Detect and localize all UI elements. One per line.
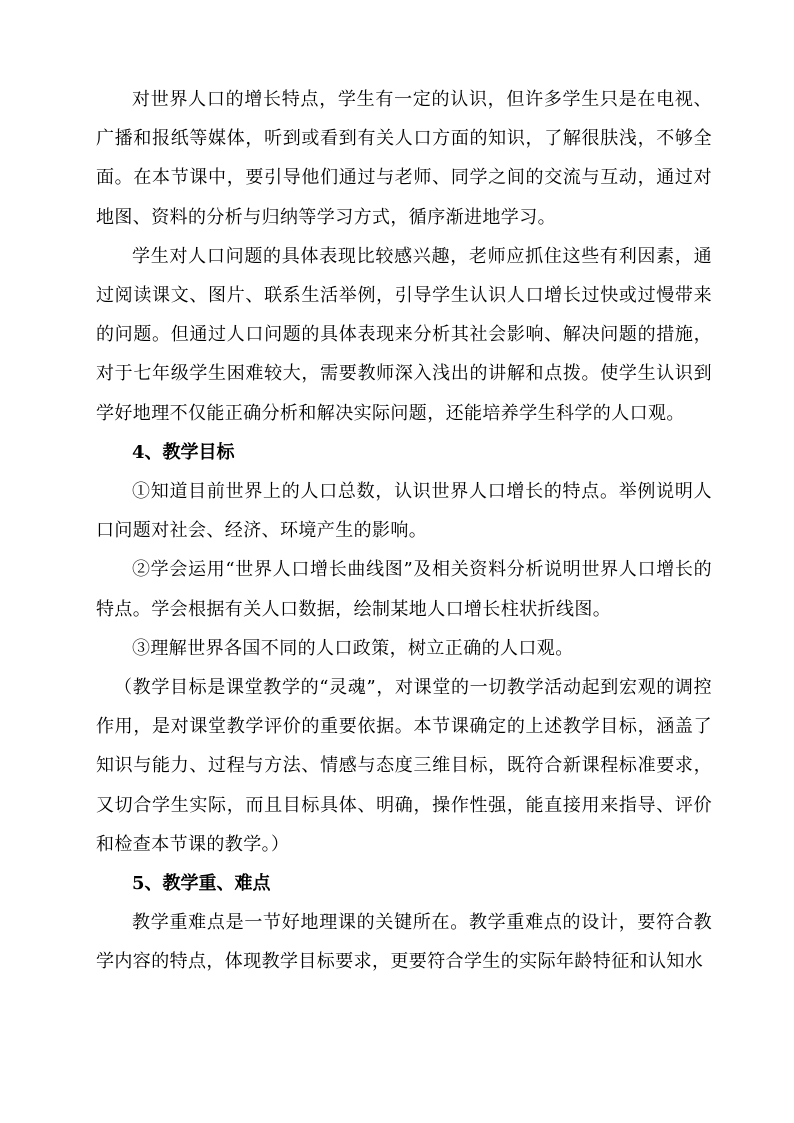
objective-item: ①知道目前世界上的人口总数，认识世界人口增长的特点。举例说明人口问题对社会、经济、环境产生的影响。 [96, 481, 712, 542]
body-paragraph: 对世界人口的增长特点，学生有一定的认识，但许多学生只是在电视、广播和报纸等媒体，听到或看到有关人口方面的知识，了解很肤浅，不够全面。在本节课中，要引导他们通过与老师、同学之间的交流与互动，通过对地图、资料的分析与归纳等学习方式，循序渐进地学习。 [96, 89, 712, 228]
document-page [96, 80, 712, 982]
objective-item: ②学会运用“世界人口增长曲线图”及相关资料分析说明世界人口增长的特点。学会根据有关人口数据，绘制某地人口增长柱状折线图。 [96, 559, 712, 620]
objective-item: ③理解世界各国不同的人口政策，树立正确的人口观。 [132, 637, 574, 659]
objectives-note: （教学目标是课堂教学的“灵魂”，对课堂的一切教学活动起到宏观的调控作用，是对课堂教学评价的重要依据。本节课确定的上述教学目标，涵盖了知识与能力、过程与方法、情感与态度三维目标，既符合新课程标准要求，又切合学生实际，而且目标具体、明确，操作性强，能直接用来指导、评价和检查本节课的教学。） [96, 677, 712, 855]
body-paragraph: 教学重难点是一节好地理课的关键所在。教学重难点的设计，要符合教学内容的特点，体现教学目标要求，更要符合学生的实际年龄特征和认知水 [96, 912, 712, 973]
body-paragraph: 学生对人口问题的具体表现比较感兴趣，老师应抓住这些有利因素，通过阅读课文、图片、联系生活举例，引导学生认识人口增长过快或过慢带来的问题。但通过人口问题的具体表现来分析其社会影响、解决问题的措施，对于七年级学生困难较大，需要教师深入浅出的讲解和点拨。使学生认识到学好地理不仅能正确分析和解决实际问题，还能培养学生科学的人口观。 [96, 245, 712, 424]
section-heading-objectives: 4、教学目标 [132, 441, 235, 463]
section-heading-key-points: 5、教学重、难点 [132, 873, 271, 895]
